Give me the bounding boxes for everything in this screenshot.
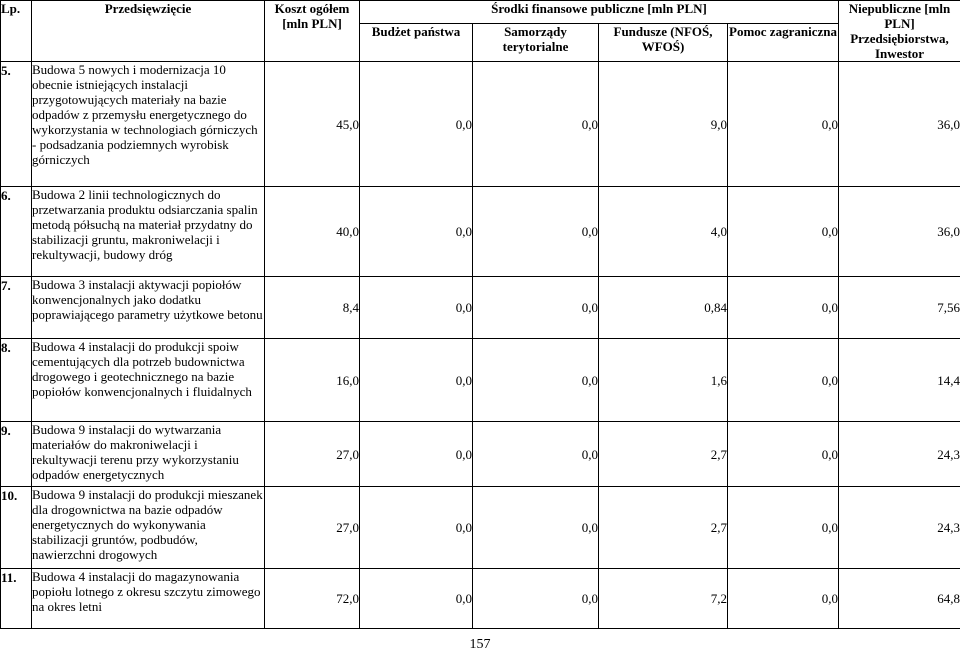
cell-local-gov: 0,0 — [473, 277, 599, 339]
cell-enterprises: 14,4 — [839, 339, 960, 422]
row-description: Budowa 5 nowych i modernizacja 10 obecnie istniejących instalacji przygotowujących materiały na bazie odpadów z przemysłu energetycznego do wykorzystania w technologiach górniczych - podsadzania podziemnych wyrobisk górniczych — [32, 62, 265, 187]
table-row — [1, 62, 960, 187]
header-public-funds: Środki finansowe publiczne [mln PLN] — [360, 1, 839, 24]
header-lp: Lp. — [1, 1, 32, 62]
cell-state-budget: 0,0 — [360, 339, 473, 422]
cell-foreign-aid: 0,0 — [728, 62, 839, 187]
header-nonpublic-title: Niepubliczne [mln PLN] — [848, 1, 951, 31]
row-description: Budowa 9 instalacji do wytwarzania materiałów do makroniwelacji i rekultywacji terenu przy wykorzystaniu odpadów energetycznych — [32, 422, 265, 487]
cell-state-budget: 0,0 — [360, 487, 473, 569]
cell-state-budget: 0,0 — [360, 187, 473, 277]
row-description: Budowa 2 linii technologicznych do przetwarzania produktu odsiarczania spalin metodą półsuchą na materiał przydatny do stabilizacji gruntu, makroniwelacji i rekultywacji, budowy dróg — [32, 187, 265, 277]
row-number: 11. — [1, 569, 32, 629]
row-number: 5. — [1, 62, 32, 187]
row-number: 7. — [1, 277, 32, 339]
table-row — [1, 277, 960, 339]
cell-local-gov: 0,0 — [473, 187, 599, 277]
cell-foreign-aid: 0,0 — [728, 277, 839, 339]
cell-foreign-aid: 0,0 — [728, 339, 839, 422]
cell-local-gov: 0,0 — [473, 339, 599, 422]
row-description: Budowa 3 instalacji aktywacji popiołów konwencjonalnych jako dodatku poprawiającego parametry użytkowe betonu — [32, 277, 265, 339]
cell-enterprises: 36,0 — [839, 187, 960, 277]
cell-enterprises: 7,56 — [839, 277, 960, 339]
cell-total-cost: 72,0 — [265, 569, 360, 629]
cell-local-gov: 0,0 — [473, 569, 599, 629]
header-local-gov: Samorządy terytorialne — [473, 24, 599, 62]
cell-enterprises: 36,0 — [839, 62, 960, 187]
table-row — [1, 487, 960, 569]
cell-foreign-aid: 0,0 — [728, 487, 839, 569]
header-enterprises: Przedsiębiorstwa, Inwestor — [850, 31, 949, 61]
cell-local-gov: 0,0 — [473, 62, 599, 187]
cell-state-budget: 0,0 — [360, 62, 473, 187]
cell-state-budget: 0,0 — [360, 277, 473, 339]
cell-total-cost: 27,0 — [265, 487, 360, 569]
page-number: 157 — [469, 637, 491, 652]
row-description: Budowa 4 instalacji do produkcji spoiw cementujących dla potrzeb budownictwa drogowego i geotechnicznego na bazie popiołów konwencjonalnych i fluidalnych — [32, 339, 265, 422]
row-description: Budowa 9 instalacji do produkcji mieszanek dla drogownictwa na bazie odpadów energetycznych do wykonywania stabilizacji gruntów, podbudów, nawierzchni drogowych — [32, 487, 265, 569]
cell-funds: 4,0 — [599, 187, 728, 277]
cell-foreign-aid: 0,0 — [728, 422, 839, 487]
header-state-budget: Budżet państwa — [360, 24, 473, 62]
cell-funds: 9,0 — [599, 62, 728, 187]
cell-total-cost: 16,0 — [265, 339, 360, 422]
cell-enterprises: 24,3 — [839, 487, 960, 569]
row-description: Budowa 4 instalacji do magazynowania popiołu lotnego z okresu szczytu zimowego na okres letni — [32, 569, 265, 629]
header-total-cost: Koszt ogółem [mln PLN] — [265, 1, 360, 62]
row-number: 9. — [1, 422, 32, 487]
cell-state-budget: 0,0 — [360, 422, 473, 487]
header-foreign-aid: Pomoc zagraniczna — [728, 24, 839, 62]
cell-funds: 2,7 — [599, 487, 728, 569]
cell-total-cost: 40,0 — [265, 187, 360, 277]
row-number: 10. — [1, 487, 32, 569]
cell-foreign-aid: 0,0 — [728, 187, 839, 277]
cell-enterprises: 64,8 — [839, 569, 960, 629]
cell-foreign-aid: 0,0 — [728, 569, 839, 629]
row-number: 6. — [1, 187, 32, 277]
table-row — [1, 569, 960, 629]
cell-funds: 1,6 — [599, 339, 728, 422]
cell-state-budget: 0,0 — [360, 569, 473, 629]
cell-funds: 2,7 — [599, 422, 728, 487]
cell-enterprises: 24,3 — [839, 422, 960, 487]
cell-local-gov: 0,0 — [473, 422, 599, 487]
table-row — [1, 187, 960, 277]
header-project: Przedsięwzięcie — [32, 1, 265, 62]
table-row — [1, 422, 960, 487]
header-funds: Fundusze (NFOŚ, WFOŚ) — [599, 24, 728, 62]
cell-total-cost: 8,4 — [265, 277, 360, 339]
cell-total-cost: 27,0 — [265, 422, 360, 487]
cell-total-cost: 45,0 — [265, 62, 360, 187]
row-number: 8. — [1, 339, 32, 422]
table-row — [1, 339, 960, 422]
cell-funds: 7,2 — [599, 569, 728, 629]
cell-local-gov: 0,0 — [473, 487, 599, 569]
header-nonpublic — [839, 1, 960, 62]
cell-funds: 0,84 — [599, 277, 728, 339]
